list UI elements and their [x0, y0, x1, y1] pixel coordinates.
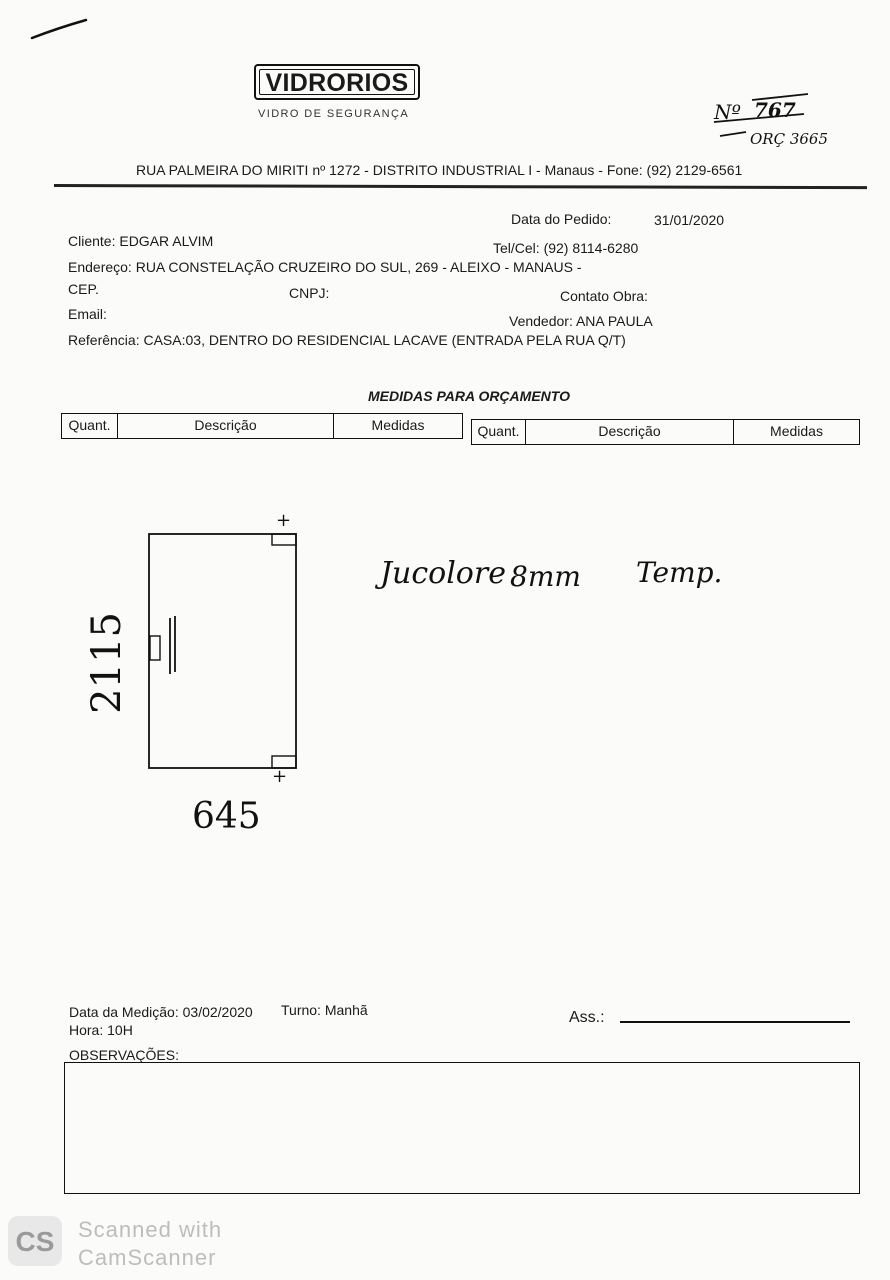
brand-name: VIDRORIOS — [259, 69, 415, 95]
col-description: Descrição — [118, 414, 334, 438]
measure-date: Data da Medição: 03/02/2020 — [69, 1004, 253, 1020]
order-number-label: Nº — [714, 100, 741, 124]
company-address: RUA PALMEIRA DO MIRITI nº 1272 - DISTRITO INDUSTRIAL I - Manaus - Fone: (92) 2129-6561 — [136, 162, 743, 178]
signature-line — [620, 1021, 850, 1023]
client-address: Endereço: RUA CONSTELAÇÃO CRUZEIRO DO SUL, 269 - ALEIXO - MANAUS - — [68, 259, 582, 275]
measure-time: Hora: 10H — [69, 1022, 133, 1038]
door-sketch — [140, 520, 310, 790]
site-reference: Referência: CASA:03, DENTRO DO RESIDENCIAL LACAVE (ENTRADA PELA RUA Q/T) — [68, 332, 626, 348]
observations-label: OBSERVAÇÕES: — [69, 1047, 179, 1063]
watermark-line-2: CamScanner — [78, 1245, 217, 1270]
camscanner-watermark — [78, 1216, 222, 1272]
glass-type-note: Temp. — [636, 556, 723, 589]
client-phone: Tel/Cel: (92) 8114-6280 — [493, 240, 639, 256]
watermark-line-1: Scanned with — [78, 1217, 223, 1242]
client-name: Cliente: EDGAR ALVIM — [68, 233, 214, 249]
plus-mark-bottom: + — [272, 766, 288, 787]
height-dimension: 2115 — [83, 612, 130, 714]
table-header-left — [61, 413, 463, 439]
width-dimension: 645 — [192, 796, 261, 837]
order-number: 767 — [754, 98, 796, 122]
camscanner-logo — [8, 1216, 62, 1266]
pen-mark — [28, 14, 92, 44]
measure-shift: Turno: Manhã — [281, 1002, 368, 1018]
site-contact: Contato Obra: — [560, 288, 648, 304]
brand-logo — [254, 64, 420, 100]
brand-tagline: VIDRO DE SEGURANÇA — [258, 108, 410, 120]
client-cnpj: CNPJ: — [289, 285, 330, 301]
seller-name: Vendedor: ANA PAULA — [509, 313, 653, 329]
table-header-right — [471, 419, 860, 445]
col-description: Descrição — [526, 420, 734, 444]
glass-thickness-note: 8mm — [510, 560, 581, 593]
plus-mark-top: + — [276, 510, 292, 531]
client-cep: CEP. — [68, 281, 99, 297]
orc-note: ORÇ 3665 — [750, 130, 829, 148]
col-quant: Quant. — [472, 420, 526, 444]
client-email: Email: — [68, 306, 107, 322]
col-measures: Medidas — [371, 417, 425, 433]
signature-label: Ass.: — [569, 1009, 605, 1026]
col-measures: Medidas — [770, 423, 823, 439]
table-title: MEDIDAS PARA ORÇAMENTO — [368, 388, 570, 404]
col-quant: Quant. — [62, 414, 118, 438]
camscanner-logo-text: CS — [15, 1226, 55, 1257]
header-rule — [54, 184, 867, 189]
observations-box — [64, 1062, 860, 1194]
glass-material-note: Jucolore — [380, 556, 506, 591]
order-date-label: Data do Pedido: — [511, 211, 612, 227]
order-date: 31/01/2020 — [654, 212, 725, 228]
